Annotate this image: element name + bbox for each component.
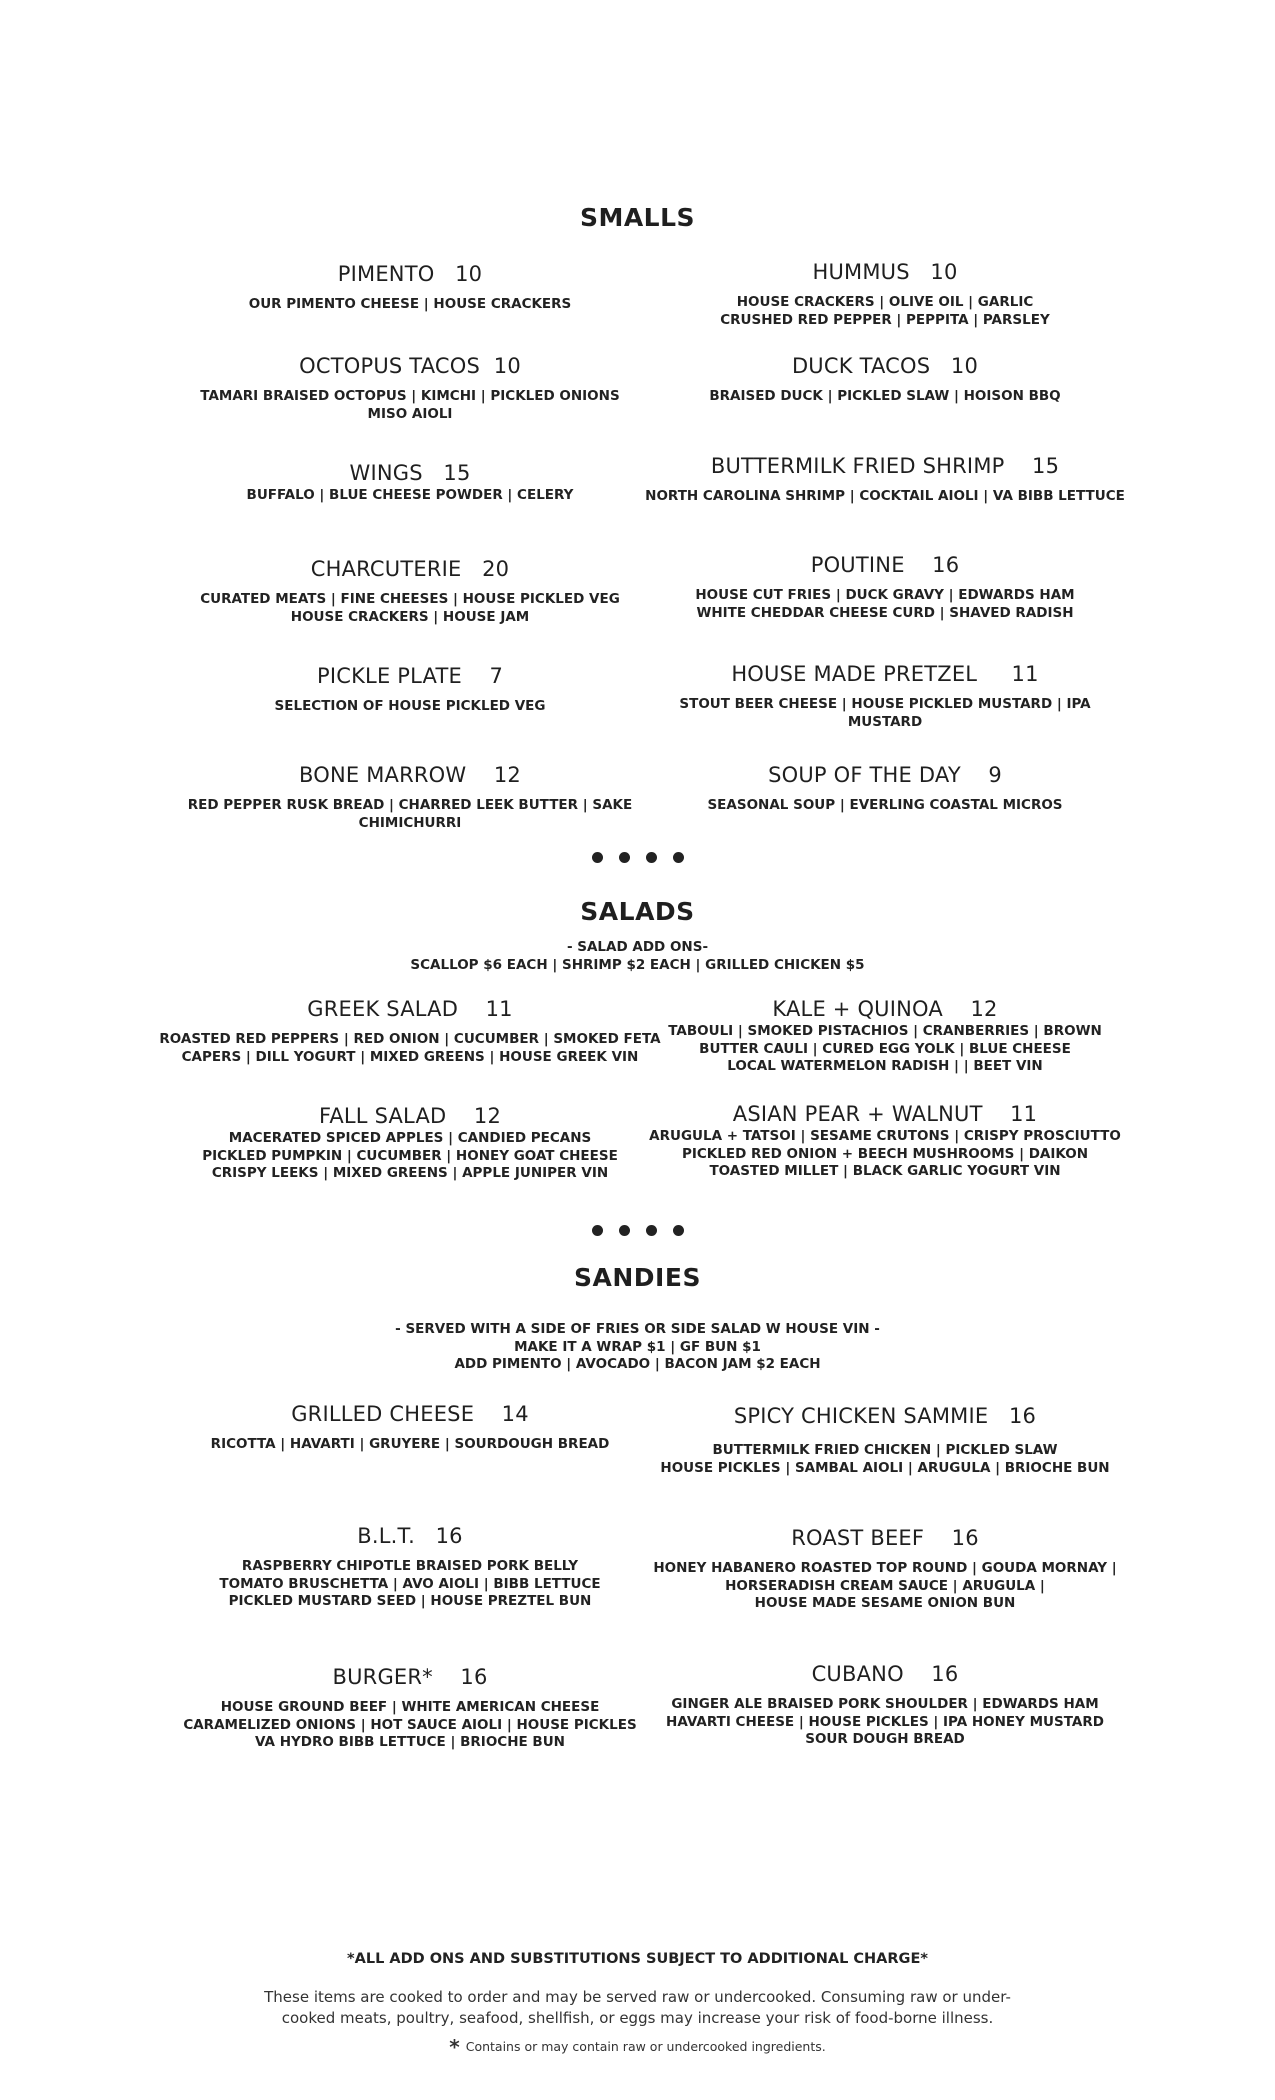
menu-item [150, 354, 670, 423]
item-name: HOUSE MADE PRETZEL 11 [731, 662, 1039, 686]
divider-dot [646, 852, 657, 863]
asterisk-note [0, 2035, 1275, 2059]
item-description: STOUT BEER CHEESE | HOUSE PICKLED MUSTARD | IPA MUSTARD [679, 696, 1091, 730]
menu-item [150, 1665, 670, 1752]
item-name: PIMENTO 10 [337, 262, 483, 286]
item-name: B.L.T. 16 [357, 1524, 463, 1548]
salad-add-ons-note: - SALAD ADD ONS- SCALLOP $6 EACH | SHRIMP $2 EACH | GRILLED CHICKEN $5 [410, 939, 865, 973]
asterisk-symbol: * [449, 2035, 460, 2059]
menu-item [150, 664, 670, 716]
item-description: BUTTERMILK FRIED CHICKEN | PICKLED SLAW HOUSE PICKLES | SAMBAL AIOLI | ARUGULA | BRIOCHE BUN [660, 1442, 1110, 1476]
item-name: BONE MARROW 12 [298, 763, 521, 787]
item-name: GRILLED CHEESE 14 [291, 1402, 529, 1426]
menu-item [645, 553, 1125, 622]
divider-dot [592, 852, 603, 863]
menu-item [645, 354, 1125, 406]
smalls-heading: SMALLS [579, 203, 696, 232]
item-description: HOUSE GROUND BEEF | WHITE AMERICAN CHEESE CARAMELIZED ONIONS | HOT SAUCE AIOLI | HOUSE PICKLES VA HYDRO BIBB LETTUCE | BRIOCHE BUN [183, 1699, 637, 1750]
menu-item [150, 1524, 670, 1611]
menu-item [150, 1402, 670, 1454]
menu-item [150, 461, 670, 505]
item-name: ROAST BEEF 16 [791, 1526, 979, 1550]
item-name: GREEK SALAD 11 [307, 997, 513, 1021]
section-divider [0, 852, 1275, 863]
item-description: RICOTTA | HAVARTI | GRUYERE | SOURDOUGH BREAD [210, 1436, 610, 1452]
item-description: OUR PIMENTO CHEESE | HOUSE CRACKERS [248, 296, 572, 312]
item-description: CURATED MEATS | FINE CHEESES | HOUSE PICKLED VEG HOUSE CRACKERS | HOUSE JAM [200, 591, 620, 625]
item-name: WINGS 15 [349, 461, 471, 485]
divider-dot [646, 1225, 657, 1236]
menu-item [645, 662, 1125, 731]
item-name: OCTOPUS TACOS 10 [299, 354, 521, 378]
item-name: BURGER* 16 [332, 1665, 488, 1689]
menu-item [645, 454, 1125, 506]
menu-item [645, 1526, 1125, 1613]
item-description: HOUSE CUT FRIES | DUCK GRAVY | EDWARDS HAM WHITE CHEDDAR CHEESE CURD | SHAVED RADISH [695, 587, 1075, 621]
item-name: BUTTERMILK FRIED SHRIMP 15 [710, 454, 1060, 478]
salads-heading: SALADS [580, 897, 695, 926]
menu-item [645, 1662, 1125, 1749]
menu-item [150, 763, 670, 832]
item-name: HUMMUS 10 [812, 260, 958, 284]
add-ons-charge-note: *ALL ADD ONS AND SUBSTITUTIONS SUBJECT TO ADDITIONAL CHARGE* [347, 1951, 928, 1967]
item-name: CUBANO 16 [811, 1662, 959, 1686]
menu-item [645, 763, 1125, 815]
item-name: KALE + QUINOA 12 [772, 997, 998, 1021]
divider-dot [619, 852, 630, 863]
section-divider [0, 1225, 1275, 1236]
menu-item [645, 1404, 1125, 1477]
menu-item [150, 997, 670, 1066]
item-description: TABOULI | SMOKED PISTACHIOS | CRANBERRIES | BROWN BUTTER CAULI | CURED EGG YOLK | BLUE CHEESE LOCAL WATERMELON RADISH | | BEET VIN [668, 1023, 1102, 1074]
sandies-heading: SANDIES [574, 1263, 701, 1292]
divider-dot [673, 1225, 684, 1236]
item-description: HONEY HABANERO ROASTED TOP ROUND | GOUDA MORNAY | HORSERADISH CREAM SAUCE | ARUGULA | HOUSE MADE SESAME ONION BUN [653, 1560, 1117, 1611]
item-name: ASIAN PEAR + WALNUT 11 [732, 1102, 1038, 1126]
item-name: FALL SALAD 12 [318, 1104, 502, 1128]
menu-item [150, 557, 670, 626]
item-name: SPICY CHICKEN SAMMIE 16 [733, 1404, 1037, 1428]
item-description: RASPBERRY CHIPOTLE BRAISED PORK BELLY TOMATO BRUSCHETTA | AVO AIOLI | BIBB LETTUCE PICKLED MUSTARD SEED | HOUSE PREZTEL BUN [219, 1558, 601, 1609]
item-description: BRAISED DUCK | PICKLED SLAW | HOISON BBQ [709, 388, 1061, 404]
item-description: GINGER ALE BRAISED PORK SHOULDER | EDWARDS HAM HAVARTI CHEESE | HOUSE PICKLES | IPA HONEY MUSTARD SOUR DOUGH BREAD [666, 1696, 1104, 1747]
item-name: CHARCUTERIE 20 [310, 557, 510, 581]
item-name: SOUP OF THE DAY 9 [768, 763, 1002, 787]
asterisk-note-text: Contains or may contain raw or undercooked ingredients. [465, 2039, 826, 2054]
divider-dot [673, 852, 684, 863]
sandies-note: - SERVED WITH A SIDE OF FRIES OR SIDE SALAD W HOUSE VIN - MAKE IT A WRAP $1 | GF BUN $1 ADD PIMENTO | AVOCADO | BACON JAM $2 EACH [395, 1321, 880, 1372]
item-description: TAMARI BRAISED OCTOPUS | KIMCHI | PICKLED ONIONS MISO AIOLI [200, 388, 620, 422]
item-description: HOUSE CRACKERS | OLIVE OIL | GARLIC CRUSHED RED PEPPER | PEPPITA | PARSLEY [720, 294, 1050, 328]
item-description: NORTH CAROLINA SHRIMP | COCKTAIL AIOLI | VA BIBB LETTUCE [645, 488, 1125, 504]
item-description: ROASTED RED PEPPERS | RED ONION | CUCUMBER | SMOKED FETA CAPERS | DILL YOGURT | MIXED GREENS | HOUSE GREEK VIN [159, 1031, 661, 1065]
item-name: POUTINE 16 [810, 553, 960, 577]
item-description: BUFFALO | BLUE CHEESE POWDER | CELERY [246, 487, 574, 503]
menu-item [645, 1102, 1125, 1181]
divider-dot [592, 1225, 603, 1236]
item-description: MACERATED SPICED APPLES | CANDIED PECANS PICKLED PUMPKIN | CUCUMBER | HONEY GOAT CHEESE CRISPY LEEKS | MIXED GREENS | APPLE JUNIPER VIN [202, 1130, 618, 1181]
item-description: SEASONAL SOUP | EVERLING COASTAL MICROS [707, 797, 1063, 813]
divider-dot [619, 1225, 630, 1236]
menu-item [150, 1104, 670, 1183]
item-name: DUCK TACOS 10 [791, 354, 979, 378]
item-description: ARUGULA + TATSOI | SESAME CRUTONS | CRISPY PROSCIUTTO PICKLED RED ONION + BEECH MUSHROOMS | DAIKON TOASTED MILLET | BLACK GARLIC YOGURT VIN [649, 1128, 1121, 1179]
menu-item [645, 997, 1125, 1076]
item-description: RED PEPPER RUSK BREAD | CHARRED LEEK BUTTER | SAKE CHIMICHURRI [187, 797, 633, 831]
menu-item [645, 260, 1125, 329]
raw-food-warning: These items are cooked to order and may be served raw or undercooked. Consuming raw or under- cooked meats, poultry, seafood, shellfish, or eggs may increase your risk of food-borne illness. [264, 1988, 1011, 2027]
item-name: PICKLE PLATE 7 [316, 664, 504, 688]
item-description: SELECTION OF HOUSE PICKLED VEG [274, 698, 546, 714]
menu-item [150, 262, 670, 314]
